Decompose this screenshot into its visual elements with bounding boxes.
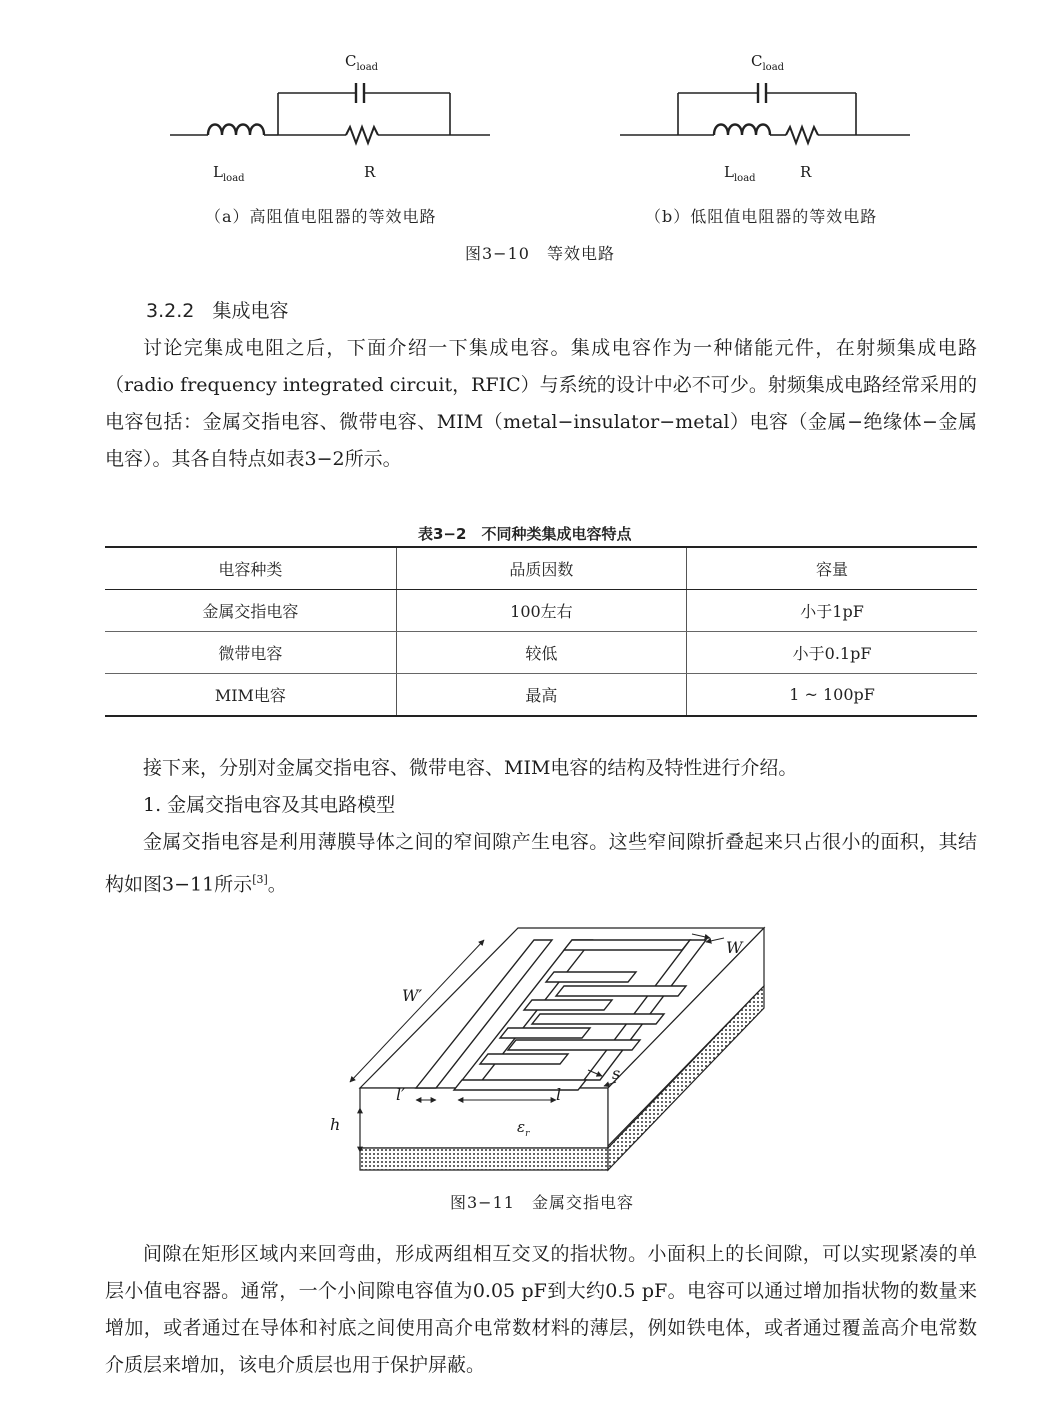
column-header: 容量 <box>687 547 977 590</box>
table-cell: 100左右 <box>396 590 686 632</box>
subfigure-caption-b: （b）低阻值电阻器的等效电路 <box>645 207 878 226</box>
ind-symbol: L <box>724 163 734 181</box>
cap-label-a <box>345 52 378 73</box>
table-row <box>105 590 977 632</box>
res-label-a: R <box>364 163 376 181</box>
table-cell: 小于1pF <box>687 590 977 632</box>
ind-subscript: load <box>222 173 245 184</box>
paragraph-text: 接下来，分别对金属交指电容、微带电容、MIM电容的结构及特性进行介绍。 <box>143 757 798 779</box>
epsilon-symbol: ε <box>517 1118 526 1136</box>
column-header: 电容种类 <box>105 547 396 590</box>
paragraph-block-2 <box>105 750 977 903</box>
label-l: l <box>556 1085 562 1104</box>
table-title: 表3−2 不同种类集成电容特点 <box>418 525 632 543</box>
figure-caption: 图3−10 等效电路 <box>465 244 615 263</box>
section-title: 集成电容 <box>212 300 289 322</box>
circuit-diagram-a <box>160 45 500 195</box>
label-w-prime: W′ <box>402 986 423 1005</box>
table-cell: 较低 <box>396 632 686 674</box>
table-cell: 最高 <box>396 674 686 717</box>
ind-label-b <box>724 163 756 184</box>
ind-symbol: L <box>213 163 223 181</box>
ind-subscript: load <box>733 173 756 184</box>
figure-caption: 图3−11 金属交指电容 <box>450 1193 634 1212</box>
label-h: h <box>330 1115 341 1134</box>
cap-symbol: C <box>751 52 763 70</box>
figure-3-11 <box>0 900 1051 1220</box>
table-header-row <box>105 547 977 590</box>
paragraph-text-main: 金属交指电容是利用薄膜导体之间的窄间隙产生电容。这些窄间隙折叠起来只占很小的面积，其结构如图3−11所示 <box>105 831 977 896</box>
table-row <box>105 632 977 674</box>
table-cell: 1 ~ 100pF <box>687 674 977 717</box>
label-epsilon <box>517 1118 529 1139</box>
subfigure-caption-a: （a）高阻值电阻器的等效电路 <box>205 207 437 226</box>
cap-label-b <box>751 52 784 73</box>
ind-label-a <box>213 163 245 184</box>
paragraph-final <box>105 1236 977 1384</box>
paragraph-intro <box>105 330 977 478</box>
subheading-interdigital: 1. 金属交指电容及其电路模型 <box>143 794 396 816</box>
table-cell: MIM电容 <box>105 674 396 717</box>
cap-subscript: load <box>762 62 785 73</box>
citation-ref: [3] <box>252 873 268 886</box>
section-number: 3.2.2 <box>146 300 195 322</box>
paragraph-text: 间隙在矩形区域内来回弯曲，形成两组相互交叉的指状物。小面积上的长间隙，可以实现紧凑的单层小值电容器。通常，一个小间隙电容值为0.05 pF到大约0.5 pF。电容可以通过增加指状物的数量来增加，或者通过在导体和衬底之间使用高介电常数材料的薄层，例如铁电体，或者通过覆盖高介电常数介质层来增加，该电介质层也用于保护屏蔽。 <box>105 1243 977 1376</box>
section-heading <box>146 296 289 323</box>
label-l-prime: l′ <box>396 1085 405 1104</box>
paragraph-text-end: 。 <box>267 873 287 896</box>
cap-subscript: load <box>356 62 379 73</box>
table-cell: 微带电容 <box>105 632 396 674</box>
cap-symbol: C <box>345 52 357 70</box>
figure-3-10 <box>0 0 1051 270</box>
table-cell: 金属交指电容 <box>105 590 396 632</box>
table-cell: 小于0.1pF <box>687 632 977 674</box>
epsilon-subscript: r <box>525 1129 530 1139</box>
capacitor-comparison-table <box>105 546 977 717</box>
label-s: s <box>612 1064 621 1083</box>
paragraph-text <box>105 824 977 903</box>
column-header: 品质因数 <box>396 547 686 590</box>
table-row <box>105 674 977 717</box>
interdigital-capacitor-diagram <box>320 920 780 1180</box>
res-label-b: R <box>800 163 812 181</box>
paragraph-text: 讨论完集成电阻之后，下面介绍一下集成电容。集成电容作为一种储能元件，在射频集成电路（radio frequency integrated circuit，RFIC）与系统的设计中必不可少。射频集成电路经常采用的电容包括：金属交指电容、微带电容、MIM（metal−insulator−metal）电容（金属−绝缘体−金属电容）。其各自特点如表3−2所示。 <box>105 337 977 470</box>
label-w: W <box>726 938 743 957</box>
